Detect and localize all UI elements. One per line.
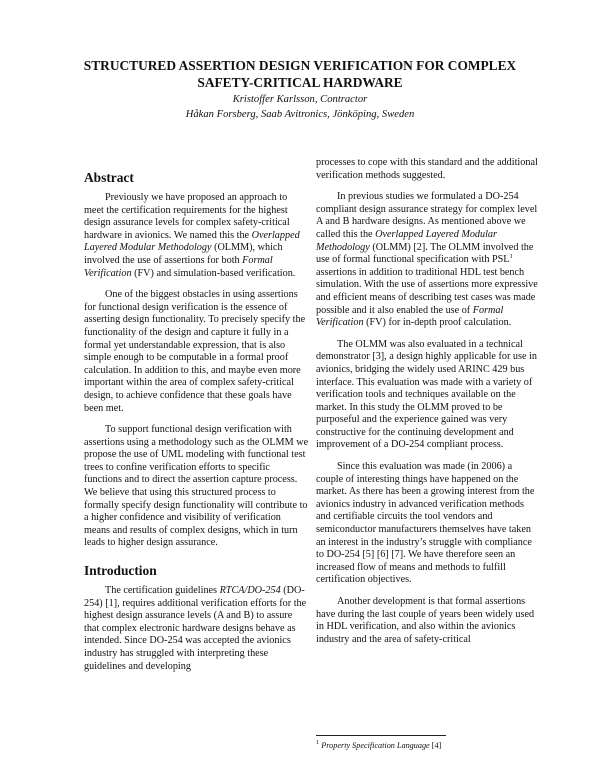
author-line-2: Håkan Forsberg, Saab Avitronics, Jönköping, Sweden: [185, 109, 415, 120]
footnote: $^1$ Property Specification Language [4]: [316, 739, 442, 750]
abstract-paragraph-1: Previously we have proposed an approach to meet the certification requirements for the highest design assurance levels for complex safety-critical hardware in avionics. We named this the Overlapped Layered Modular Methodology (OLMM), which involved the use of assertions for both Formal Verification (FV) and simulation-based verification.: [84, 192, 300, 279]
right-paragraph-4: Another development is that formal assertions have during the last couple of years been widely used in HDL verification, and also within the avionics industry and the area of safety-critical: [316, 596, 535, 645]
left-column: [84, 170, 309, 682]
introduction-heading: Introduction: [84, 563, 157, 579]
abstract-paragraph-3: To support functional design verification with assertions using a methodology such as the OLMM we propose the use of UML modeling with functional test trees to confine verification efforts to specific functions and to direct the assertion capture process. We believe that using this structured process to formally specify design functionality will contribute to a higher confidence and visibility of verification means and results of complex designs, which in turn leads to higher design assurance.: [84, 424, 309, 549]
abstract-paragraph-2: One of the biggest obstacles in using assertions for functional design verification is the essence of asserting design functionality. To precisely specify the functionality of the design and capture it fully in a formal yet understandable expression, that is also simple enough to be computable in a formal proof calculation. In addition to this, and maybe even more important within the area of complex safety-critical design, to achieve confidence that these goals have been met.: [84, 289, 306, 414]
abstract-heading: Abstract: [84, 170, 134, 185]
paper-title-line-2: SAFETY-CRITICAL HARDWARE: [197, 75, 403, 90]
paper-title-line-1: STRUCTURED ASSERTION DESIGN VERIFICATION FOR COMPLEX: [83, 58, 517, 73]
footnote-rule: [316, 735, 446, 736]
author-line-1: Kristoffer Karlsson, Contractor: [232, 94, 368, 105]
introduction-continuation: processes to cope with this standard and the additional verification methods suggested.: [316, 157, 538, 181]
right-paragraph-2: The OLMM was also evaluated in a technical demonstrator [3], a design highly applicable for use in avionics, bridging the widely used ARINC 429 bus interface. This evaluation was made with a variety of verification tools and techniques available on the market. In this study the OLMM proved to be purposeful and the experience gained was very constructive for the continuing development and improvement of a DO-254 compliant process.: [316, 338, 537, 451]
introduction-paragraph-1: The certification guidelines RTCA/DO-254 (DO-254) [1], requires additional verification efforts for the highest design assurance levels (A and B) to assure that complex electronic hardware designs behave as intended. Since DO-254 was accepted the avionics industry has struggled with interpreting these guidelines and developing: [84, 585, 307, 672]
right-paragraph-3: Since this evaluation was made (in 2006) a couple of interesting things have happened on the market. As there has been a growing interest from the avionics industry in advanced verification methods and certifiable circuits the tool vendors and semiconductor manufacturers themselves have taken an interest in the industry’s struggle with compliance to DO-254 [5] [6] [7]. We have therefore seen an increased flow of means and methods to fulfill certification objectives.: [316, 461, 535, 586]
right-column: [316, 157, 541, 655]
right-paragraph-1: In previous studies we formulated a DO-254 compliant design assurance strategy for complex level A and B hardware designs. As mentioned above we called this the Overlapped Layered Modular Methodology (OLMM) [2]. The OLMM involved the use of formal functional specification with PSL$^1$ assertions in addition to traditional HDL test bench simulation. With the use of assertions more expressive and efficient means of describing test cases was made possible and it also enabled the use of Formal Verification (FV) for in-depth proof calculation.: [316, 191, 538, 329]
